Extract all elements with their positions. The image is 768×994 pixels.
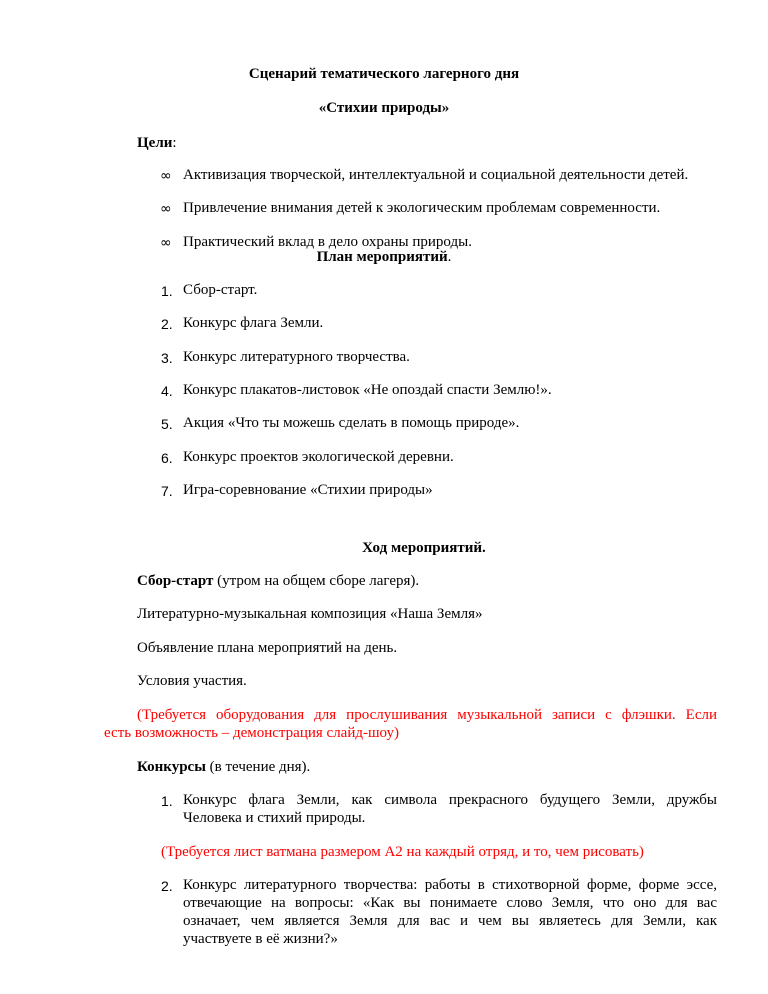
goal-item: Активизация творческой, интеллектуальной и социальной деятельности детей. (183, 167, 689, 183)
plan-item: Конкурс проектов экологической деревни. (183, 449, 454, 465)
plan-item-number: 4. (161, 383, 173, 399)
contest-text-line: Конкурс флага Земли, как символа прекрасного будущего Земли, дружбы (183, 792, 717, 808)
plan-item-number: 1. (161, 283, 173, 299)
equipment-note-line: (Требуется оборудования для прослушивания музыкальной записи с флэшки. Если (137, 707, 717, 723)
goals-heading-label: Цели (137, 135, 173, 151)
contest-text-line: Конкурс литературного творчества: работы в стихотворной форме, форме эссе, (183, 877, 717, 893)
progress-line: Объявление плана мероприятий на день. (137, 640, 398, 656)
plan-item: Игра-соревнование «Стихии природы» (183, 482, 433, 498)
plan-item-number: 3. (161, 350, 173, 366)
contest-text-line: отвечающие на вопросы: «Как вы понимаете слово Земля, что оно для вас (183, 895, 717, 911)
start-label: Сбор-старт (137, 573, 214, 589)
equipment-note-line: есть возможность – демонстрация слайд-шоу) (104, 725, 399, 741)
plan-item: Сбор-старт. (183, 282, 258, 298)
contest-text-line: означает, чем является Земля для вас и чем вы являетесь для Земли, как (183, 913, 717, 929)
plan-item: Конкурс плакатов-листовок «Не опоздай спасти Землю!». (183, 382, 552, 398)
infinity-bullet-icon: ∞ (160, 168, 172, 184)
plan-heading (0, 249, 768, 266)
page-title: Сценарий тематического лагерного дня (248, 66, 520, 82)
plan-heading-dot: . (447, 249, 452, 265)
plan-item-number: 6. (161, 450, 173, 466)
contest-note: (Требуется лист ватмана размером А2 на каждый отряд, и то, чем рисовать) (161, 844, 644, 860)
contest-text-line: Человека и стихий природы. (183, 810, 366, 826)
start-line (137, 573, 419, 590)
infinity-bullet-icon: ∞ (160, 201, 172, 217)
plan-item-number: 2. (161, 316, 173, 332)
plan-item: Акция «Что ты можешь сделать в помощь природе». (183, 415, 520, 431)
progress-line: Литературно-музыкальная композиция «Наша Земля» (137, 606, 483, 622)
plan-heading-label: План мероприятий (316, 249, 448, 265)
contest-number: 1. (161, 793, 173, 809)
contests-line (137, 759, 310, 776)
goals-heading-colon: : (172, 135, 177, 151)
plan-item-number: 7. (161, 483, 173, 499)
goal-item: Практический вклад в дело охраны природы. (183, 234, 472, 250)
progress-line: Условия участия. (137, 673, 247, 689)
contests-label: Конкурсы (137, 759, 206, 775)
contests-description: (в течение дня). (205, 759, 311, 775)
start-description: (утром на общем сборе лагеря). (213, 573, 420, 589)
contest-number: 2. (161, 878, 173, 894)
plan-item: Конкурс флага Земли. (183, 315, 324, 331)
plan-item: Конкурс литературного творчества. (183, 349, 410, 365)
progress-heading: Ход мероприятий. (362, 540, 486, 556)
contest-text-line: участвуете в её жизни?» (183, 931, 338, 947)
goals-heading (137, 135, 177, 152)
infinity-bullet-icon: ∞ (160, 235, 172, 251)
page-subtitle: «Стихии природы» (318, 100, 450, 116)
goal-item: Привлечение внимания детей к экологическим проблемам современности. (183, 200, 661, 216)
plan-item-number: 5. (161, 416, 173, 432)
